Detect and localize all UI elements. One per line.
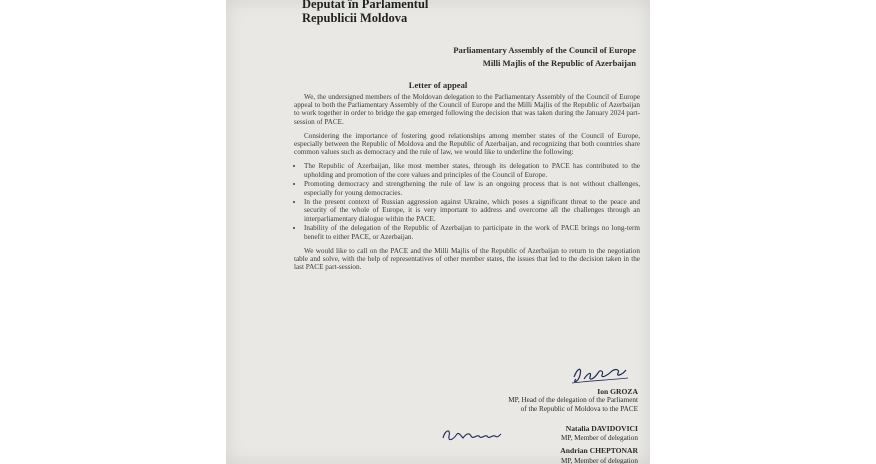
paragraph-closing: We would like to call on the PACE and the Milli Majlis of the Republic of Azerbaijan to return to the negotiation table and solve, with the help of representatives of other member states, the issues that led to the decision taken in the last PACE part-session. — [294, 246, 640, 272]
letter-page — [226, 0, 650, 464]
signatory-name: Natalia DAVIDOVICI — [565, 424, 638, 433]
letterhead-line1: Deputat în Parlamentul — [302, 0, 429, 11]
recipient-pace: Parliamentary Assembly of the Council of Europe — [453, 45, 636, 55]
signatory-role: MP, Member of delegation — [560, 434, 638, 442]
letter-body — [294, 93, 640, 279]
signature-davidovici — [439, 424, 503, 451]
bullet-item: • The Republic of Azerbaijan, like most member states, through its delegation to PACE has contributed to the upholding and promotion of the core values and principles of the Council of Europe. — [304, 162, 640, 178]
signatory-role: MP, Head of the delegation of the Parliament of the Republic of Moldova to the PACE — [508, 396, 638, 413]
paragraph-intro: We, the undersigned members of the Moldovan delegation to the Parliamentary Assembly of the Council of Europe appeal to both the Parliamentary Assembly of the Council of Europe and the Milli Majlis of the Republic of Azerbaijan to work together in order to bridge the gap emerged following the decision that was taken during the January 2024 part-session of PACE. — [294, 93, 640, 126]
letterhead — [302, 0, 428, 25]
paragraph-considering: Considering the importance of fostering good relationships among member states of the Council of Europe, especially between the Republic of Moldova and the Republic of Azerbaijan, and recognizing that both countries share common values such as democracy and the rule of law, we would like to underline the following: — [294, 131, 640, 157]
bullet-item: • Promoting democracy and strengthening the rule of law is an ongoing process that is not without challenges, especially for young democracies. — [304, 180, 640, 196]
signatory-name: Ion GROZA — [597, 387, 638, 396]
bullet-list — [294, 162, 640, 240]
signatory-role: MP, Member of delegation — [560, 457, 638, 464]
recipients-block — [453, 44, 636, 70]
bullet-item: • Inability of the delegation of the Republic of Azerbaijan to participate in the work of PACE brings no long-term benefit to either PACE, or Azerbaijan. — [304, 224, 640, 240]
letterhead-line2: Republicii Moldova — [302, 11, 408, 25]
recipient-milli-majlis: Milli Majlis of the Republic of Azerbaijan — [482, 58, 636, 68]
letter-title: Letter of appeal — [408, 80, 468, 90]
signatory-name: Andrian CHEPTONAR — [560, 446, 638, 455]
bullet-item: • In the present context of Russian aggression against Ukraine, which poses a significant threat to the peace and security of the whole of Europe, it is very important to address and overcome all the challenges through an interparliamentary dialogue within the PACE. — [304, 198, 640, 223]
